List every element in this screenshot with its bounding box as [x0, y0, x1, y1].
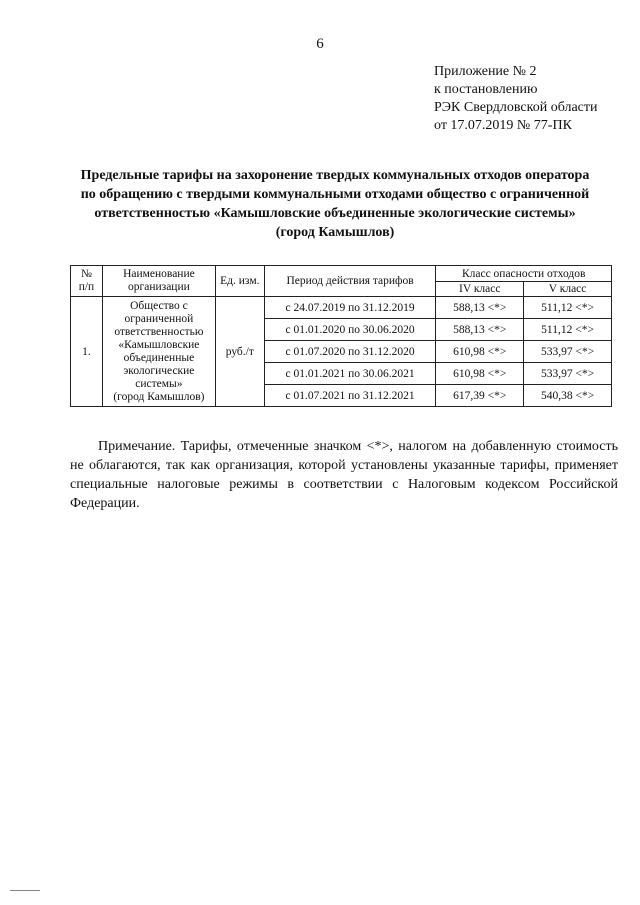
class-v-value: 511,12 <*>: [524, 297, 612, 319]
header-unit: Ед. изм.: [215, 266, 264, 297]
org-line: Общество с: [130, 299, 188, 312]
org-line: системы»: [135, 377, 183, 390]
org-line: ограниченной: [124, 312, 194, 325]
class-v-value: 540,38 <*>: [524, 385, 612, 407]
appendix-reference: [434, 63, 598, 135]
appendix-line-1: Приложение № 2: [434, 64, 537, 79]
table-header-row: [71, 266, 612, 282]
table-row: [71, 297, 612, 319]
document-title: [55, 166, 615, 242]
period-cell: с 01.01.2021 по 30.06.2021: [264, 363, 436, 385]
header-number-line-2: п/п: [78, 281, 95, 293]
class-iv-value: 610,98 <*>: [436, 341, 524, 363]
period-cell: с 01.07.2021 по 31.12.2021: [264, 385, 436, 407]
header-class-iv: IV класс: [436, 282, 524, 297]
class-v-value: 533,97 <*>: [524, 341, 612, 363]
header-organization: [102, 266, 215, 297]
class-v-value: 511,12 <*>: [524, 319, 612, 341]
organization-name: [102, 297, 215, 407]
appendix-line-3: РЭК Свердловской области: [434, 100, 598, 115]
appendix-line-2: к постановлению: [434, 82, 538, 97]
header-period: Период действия тарифов: [264, 266, 436, 297]
title-line-2: по обращению с твердыми коммунальными отходами общество с ограниченной: [80, 187, 590, 202]
org-line: экологические: [123, 364, 195, 377]
period-cell: с 24.07.2019 по 31.12.2019: [264, 297, 436, 319]
class-iv-value: 588,13 <*>: [436, 319, 524, 341]
header-hazard-class: Класс опасности отходов: [436, 266, 612, 282]
header-organization-line-1: Наименование: [123, 268, 195, 280]
period-cell: с 01.07.2020 по 31.12.2020: [264, 341, 436, 363]
unit-of-measure: руб./т: [215, 297, 264, 407]
class-iv-value: 610,98 <*>: [436, 363, 524, 385]
class-iv-value: 588,13 <*>: [436, 297, 524, 319]
appendix-line-4: от 17.07.2019 № 77-ПК: [434, 118, 572, 133]
org-line: «Камышловские: [118, 338, 200, 351]
title-line-3: ответственностью «Камышловские объединенные экологические системы»: [94, 206, 576, 221]
tax-note: Примечание. Тарифы, отмеченные значком <*>, налогом на добавленную стоимость не облагаются, так как организация, которой установлены указанные тарифы, применяет специальные налоговые режимы в соответствии с Налоговым кодексом Российской Федерации.: [70, 439, 618, 511]
page-footer-rule: [10, 890, 40, 891]
class-v-value: 533,97 <*>: [524, 363, 612, 385]
org-line: объединенные: [123, 351, 195, 364]
title-line-4: (город Камышлов): [275, 225, 395, 240]
header-number: [71, 266, 103, 297]
class-iv-value: 617,39 <*>: [436, 385, 524, 407]
row-number: 1.: [71, 297, 103, 407]
period-cell: с 01.01.2020 по 30.06.2020: [264, 319, 436, 341]
tariff-table: [70, 265, 612, 407]
title-line-1: Предельные тарифы на захоронение твердых коммунальных отходов оператора: [80, 168, 590, 183]
header-class-v: V класс: [524, 282, 612, 297]
org-line: (город Камышлов): [113, 390, 205, 403]
page-number: 6: [316, 36, 324, 52]
org-line: ответственностью: [114, 325, 204, 338]
header-number-line-1: №: [80, 268, 92, 280]
header-organization-line-2: организации: [128, 281, 190, 293]
